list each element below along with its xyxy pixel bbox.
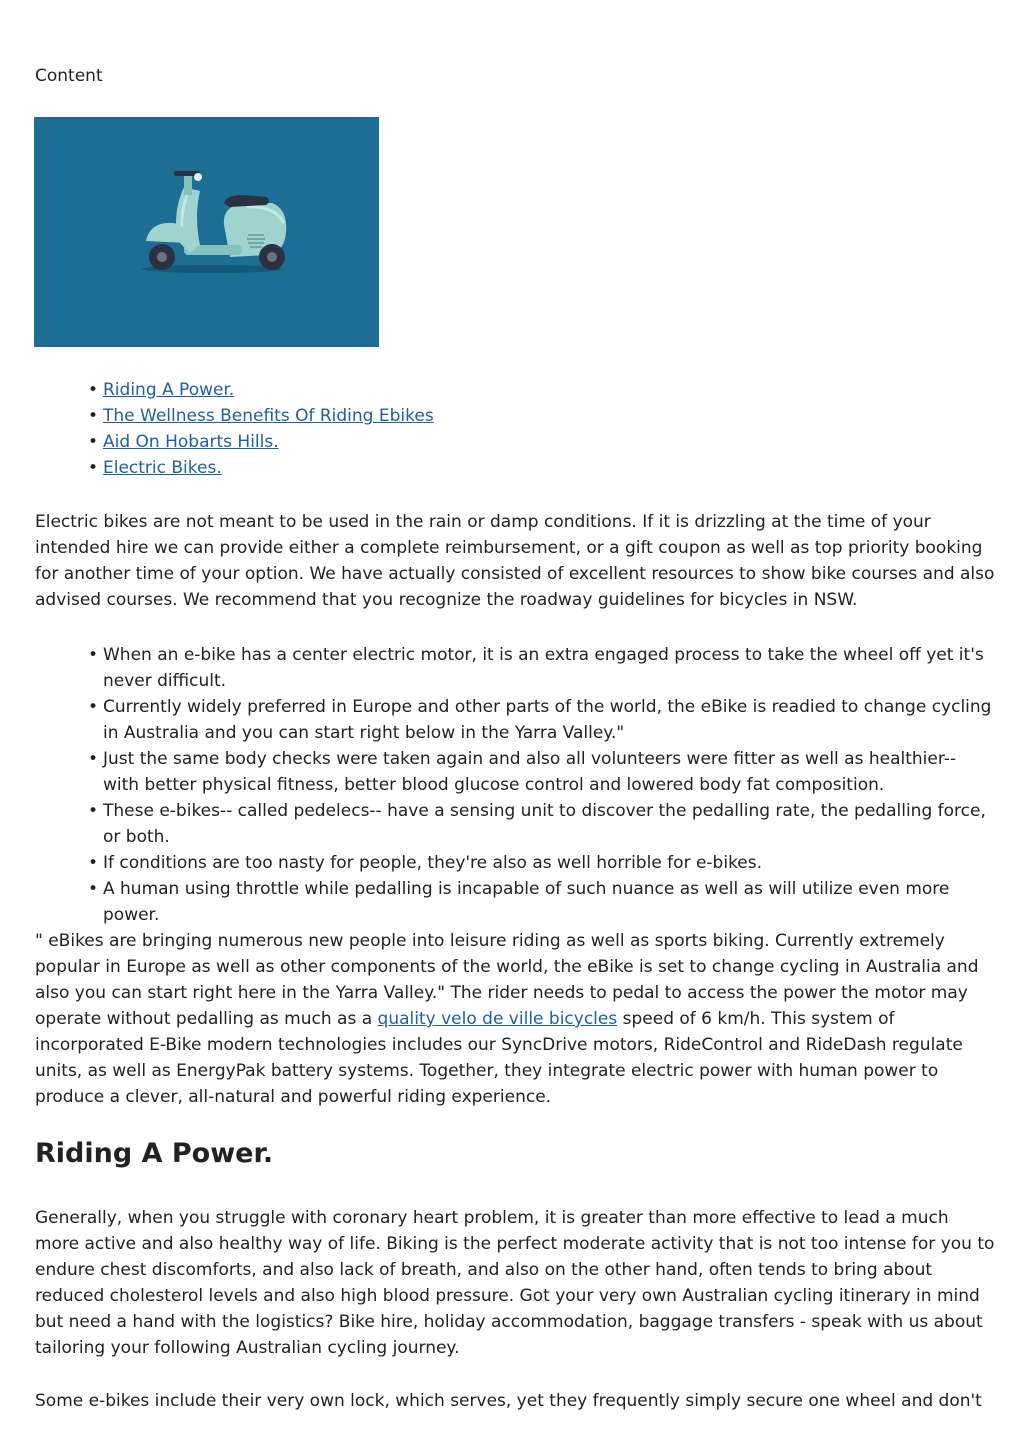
list-item: • These e-bikes-- called pedelecs-- have a sensing unit to discover the pedalling rate, the pedalling force, or both. <box>88 798 993 850</box>
toc-item <box>88 455 434 481</box>
bullet-list <box>88 642 993 928</box>
table-of-contents <box>88 377 434 481</box>
content-label: Content <box>35 66 103 86</box>
paragraph: Generally, when you struggle with coronary heart problem, it is greater than more effective to lead a much more active and also healthy way of life. Biking is the perfect moderate activity that is not too intense for you to endure chest discomforts, and also lack of breath, and also on the other hand, often tends to bring about reduced cholesterol levels and also high blood pressure. Got your very own Australian cycling itinerary in mind but need a hand with the logistics? Bike hire, holiday accommodation, baggage transfers - speak with us about tailoring your following Australian cycling journey. <box>35 1208 995 1358</box>
toc-link[interactable]: The Wellness Benefits Of Riding Ebikes <box>103 406 434 426</box>
paragraph-text: speed of 6 km/h. This system of incorporated E-Bike modern technologies includes our SyncDrive motors, RideControl and RideDash regulate units, as well as EnergyPak battery systems. Together, they integrate electric power with human power to produce a clever, all-natural and powerful riding experience. <box>35 1009 963 1107</box>
scooter-icon <box>34 117 379 347</box>
toc-item <box>88 429 434 455</box>
toc-item <box>88 377 434 403</box>
paragraph <box>35 928 995 1110</box>
toc-link[interactable]: Electric Bikes. <box>103 458 222 478</box>
paragraph: Some e-bikes include their very own lock, which serves, yet they frequently simply secure one wheel and don't <box>35 1391 982 1411</box>
toc-link[interactable]: Riding A Power. <box>103 380 235 400</box>
section-heading: Riding A Power. <box>35 1138 274 1169</box>
inline-link[interactable]: quality velo de ville bicycles <box>377 1009 618 1029</box>
list-item: • If conditions are too nasty for people, they're also as well horrible for e-bikes. <box>88 850 993 876</box>
toc-link[interactable]: Aid On Hobarts Hills. <box>103 432 279 452</box>
list-item: • Currently widely preferred in Europe and other parts of the world, the eBike is readied to change cycling in Australia and you can start right below in the Yarra Valley." <box>88 694 993 746</box>
list-item: • When an e-bike has a center electric motor, it is an extra engaged process to take the wheel off yet it's never difficult. <box>88 642 993 694</box>
list-item: • A human using throttle while pedalling is incapable of such nuance as well as will utilize even more power. <box>88 876 993 928</box>
paragraph-text: " eBikes are bringing numerous new people into leisure riding as well as sports biking. Currently extremely popular in Europe as well as other components of the world, the eBike is set to change cycling in Australia and also you can start right here in the Yarra Valley." The rider needs to pedal to access the power the motor may operate without pedalling as much as a <box>35 931 979 1029</box>
paragraph: Electric bikes are not meant to be used in the rain or damp conditions. If it is drizzling at the time of your intended hire we can provide either a complete reimbursement, or a gift coupon as well as top priority booking for another time of your option. We have actually consisted of excellent resources to show bike courses and also advised courses. We recommend that you recognize the roadway guidelines for bicycles in NSW. <box>35 512 995 610</box>
list-item: • Just the same body checks were taken again and also all volunteers were fitter as well as healthier-- with better physical fitness, better blood glucose control and lowered body fat composition. <box>88 746 993 798</box>
hero-image <box>34 117 379 347</box>
toc-item <box>88 403 434 429</box>
